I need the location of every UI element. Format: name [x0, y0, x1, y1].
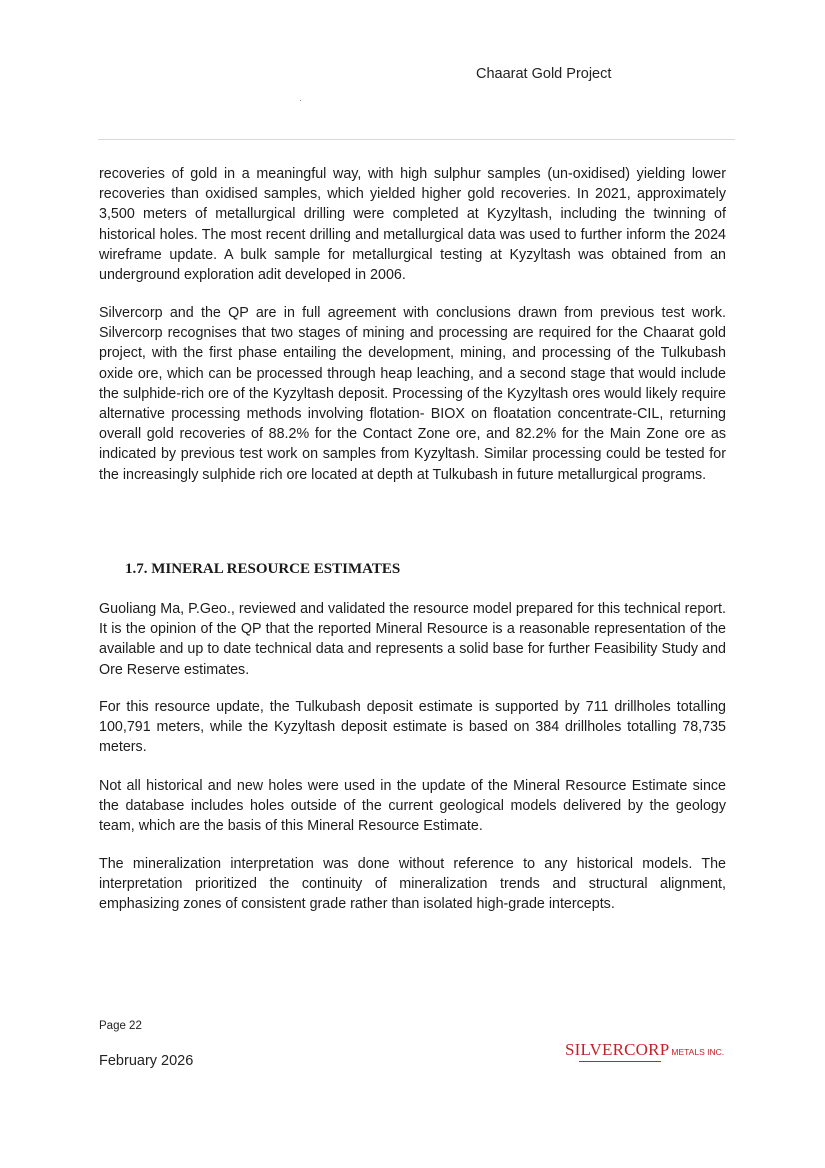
section-heading: 1.7. MINERAL RESOURCE ESTIMATES: [125, 561, 401, 577]
body-paragraph: The mineralization interpretation was done without reference to any historical models. The interpretation prioritized the continuity of mineralization trends and structural alignment, emphasizing zones of consistent grade rather than isolated high-grade intercepts.: [99, 856, 726, 913]
silvercorp-logo: [565, 1040, 724, 1060]
page-number: Page 22: [99, 1020, 142, 1032]
body-paragraph: Guoliang Ma, P.Geo., reviewed and validated the resource model prepared for this technical report. It is the opinion of the QP that the reported Mineral Resource is a reasonable representation of the available and up to date technical data and represents a solid base for further Feasibility Study and Ore Reserve estimates.: [99, 601, 726, 678]
document-header-title: Chaarat Gold Project: [476, 66, 612, 82]
header-dot: [300, 100, 301, 101]
body-paragraph: Silvercorp and the QP are in full agreement with conclusions drawn from previous test work. Silvercorp recognises that two stages of mining and processing are required for the Chaarat gold project, with the first phase entailing the development, mining, and processing of the Tulkubash oxide ore, which can be processed through heap leaching, and a second stage that would include the sulphide-rich ore of the Kyzyltash deposit. Processing of the Kyzyltash ores would likely require alternative processing methods involving flotation- BIOX on floatation concentrate-CIL, returning overall gold recoveries of 88.2% for the Contact Zone ore, and 82.2% for the Main Zone ore as indicated by previous test work on samples from Kyzyltash. Similar processing could be tested for the increasingly sulphide rich ore located at depth at Tulkubash in future metallurgical programs.: [99, 305, 726, 483]
logo-subtext: METALS INC.: [671, 1047, 725, 1057]
logo-wordmark: SILVERCORP: [565, 1040, 670, 1059]
body-paragraph: Not all historical and new holes were used in the update of the Mineral Resource Estimate since the database includes holes outside of the current geological models delivered by the geology team, which are the basis of this Mineral Resource Estimate.: [99, 778, 726, 835]
header-divider: [98, 139, 735, 140]
logo-underline: [579, 1061, 661, 1062]
body-paragraph: recoveries of gold in a meaningful way, with high sulphur samples (un-oxidised) yielding lower recoveries than oxidised samples, which yielded higher gold recoveries. In 2021, approximately 3,500 meters of metallurgical drilling were completed at Kyzyltash, including the twinning of historical holes. The most recent drilling and metallurgical data was used to further inform the 2024 wireframe update. A bulk sample for metallurgical testing at Kyzyltash was obtained from an underground exploration adit developed in 2006.: [99, 166, 726, 284]
footer-date: February 2026: [99, 1053, 194, 1069]
body-paragraph: For this resource update, the Tulkubash deposit estimate is supported by 711 drillholes totalling 100,791 meters, while the Kyzyltash deposit estimate is based on 384 drillholes totalling 78,735 meters.: [99, 699, 726, 756]
